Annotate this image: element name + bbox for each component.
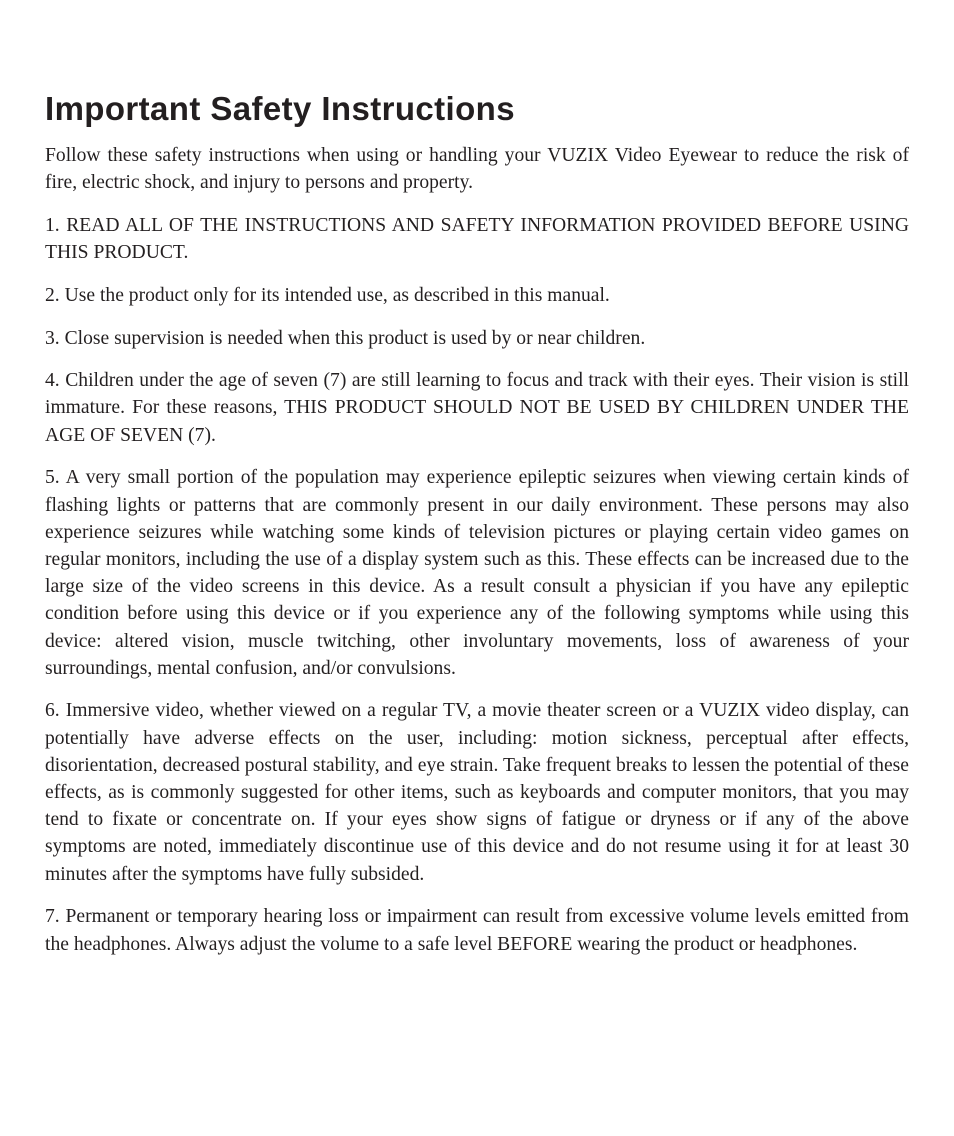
instruction-item-4: 4. Children under the age of seven (7) are still learning to focus and track with their eyes. Their vision is still immature. For these reasons, THIS PRODUCT SHOULD NOT BE USED BY CHILDREN UNDER THE AGE OF SEVEN (7). [45,370,909,446]
page-title: Important Safety Instructions [45,90,515,127]
instruction-item-6: 6. Immersive video, whether viewed on a regular TV, a movie theater screen or a VUZIX video display, can potentially have adverse effects on the user, including: motion sickness, perceptual after effects, disorientation, decreased postural stability, and eye strain. Take frequent breaks to lessen the potential of these effects, as is commonly suggested for other items, such as keyboards and computer monitors, that you may tend to fixate or concentrate on. If your eyes show signs of fatigue or dryness or if any of the above symptoms are noted, immediately discontinue use of this device and do not resume using it for at least 30 minutes after the symptoms have fully subsided. [45,700,909,885]
instruction-item-1: 1. READ ALL OF THE INSTRUCTIONS AND SAFETY INFORMATION PROVIDED BEFORE USING THIS PRODUCT. [45,214,909,264]
instruction-item-7: 7. Permanent or temporary hearing loss or impairment can result from excessive volume levels emitted from the headphones. Always adjust the volume to a safe level BEFORE wearing the product or headphones. [45,906,909,955]
intro-paragraph: Follow these safety instructions when using or handling your VUZIX Video Eyewear to reduce the risk of fire, electric shock, and injury to persons and property. [45,145,909,194]
document-page [45,88,909,973]
instruction-item-5: 5. A very small portion of the population may experience epileptic seizures when viewing certain kinds of flashing lights or patterns that are commonly present in our daily environment. These persons may also experience seizures while watching some kinds of television pictures or playing certain video games on regular monitors, including the use of a display system such as this. These effects can be increased due to the large size of the video screens in this device. As a result consult a physician if you have any epileptic condition before using this device or if you experience any of the following symptoms while using this device: altered vision, muscle twitching, other involuntary movements, loss of awareness of your surroundings, mental confusion, and/or convulsions. [45,467,909,679]
instruction-item-2: 2. Use the product only for its intended use, as described in this manual. [45,284,610,306]
instruction-item-3: 3. Close supervision is needed when this product is used by or near children. [45,327,646,349]
